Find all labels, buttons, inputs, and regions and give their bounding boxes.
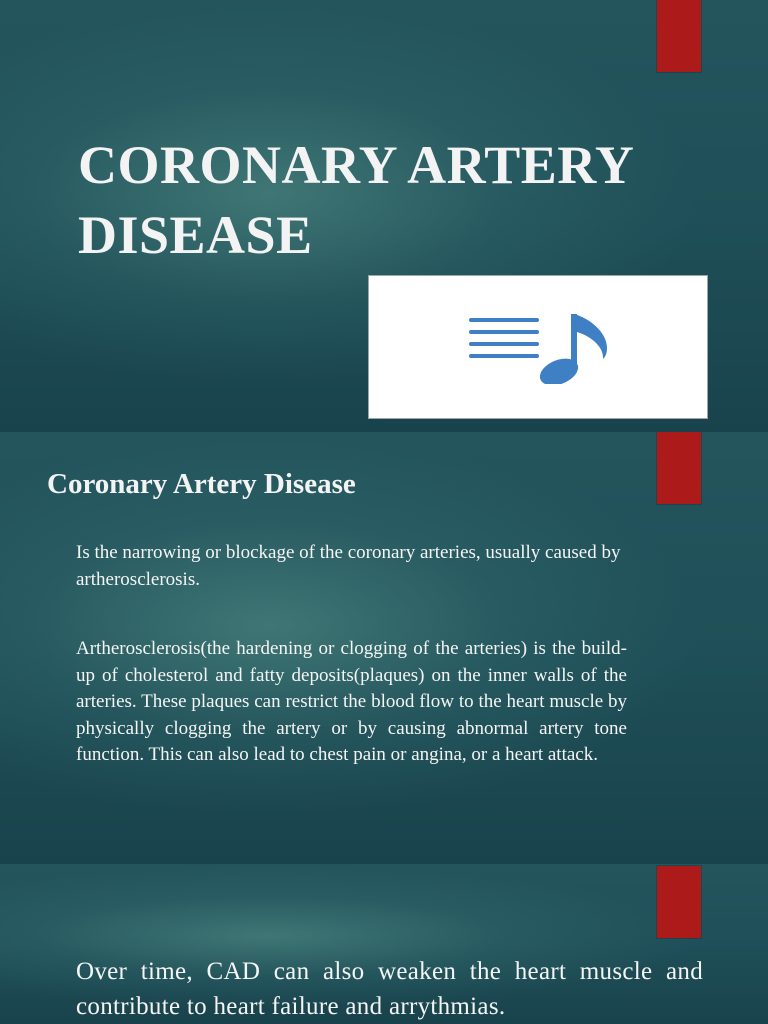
section-heading: Coronary Artery Disease bbox=[47, 468, 356, 500]
slide-complications bbox=[0, 864, 768, 1024]
page-title: CORONARY ARTERY DISEASE bbox=[78, 135, 633, 265]
accent-bar bbox=[657, 432, 701, 504]
accent-bar bbox=[657, 866, 701, 938]
accent-bar bbox=[657, 0, 701, 72]
complications-paragraph: Over time, CAD can also weaken the heart muscle and contribute to heart failure and arrythmias. bbox=[76, 958, 703, 1020]
audio-media-placeholder[interactable] bbox=[368, 275, 708, 419]
atherosclerosis-paragraph: Artherosclerosis(the hardening or clogging of the arteries) is the build-up of cholesterol and fatty deposits(plaques) on the inner walls of the arteries. These plaques can restrict the blood flow to the heart muscle by physically clogging the artery or by causing abnormal artery tone function. This can also lead to chest pain or angina, or a heart attack. bbox=[76, 638, 627, 765]
slide-title bbox=[0, 0, 768, 432]
definition-paragraph: Is the narrowing or blockage of the coronary arteries, usually caused by artherosclerosis. bbox=[76, 542, 621, 590]
slide-definition bbox=[0, 432, 768, 864]
audio-notes-icon bbox=[467, 312, 609, 384]
